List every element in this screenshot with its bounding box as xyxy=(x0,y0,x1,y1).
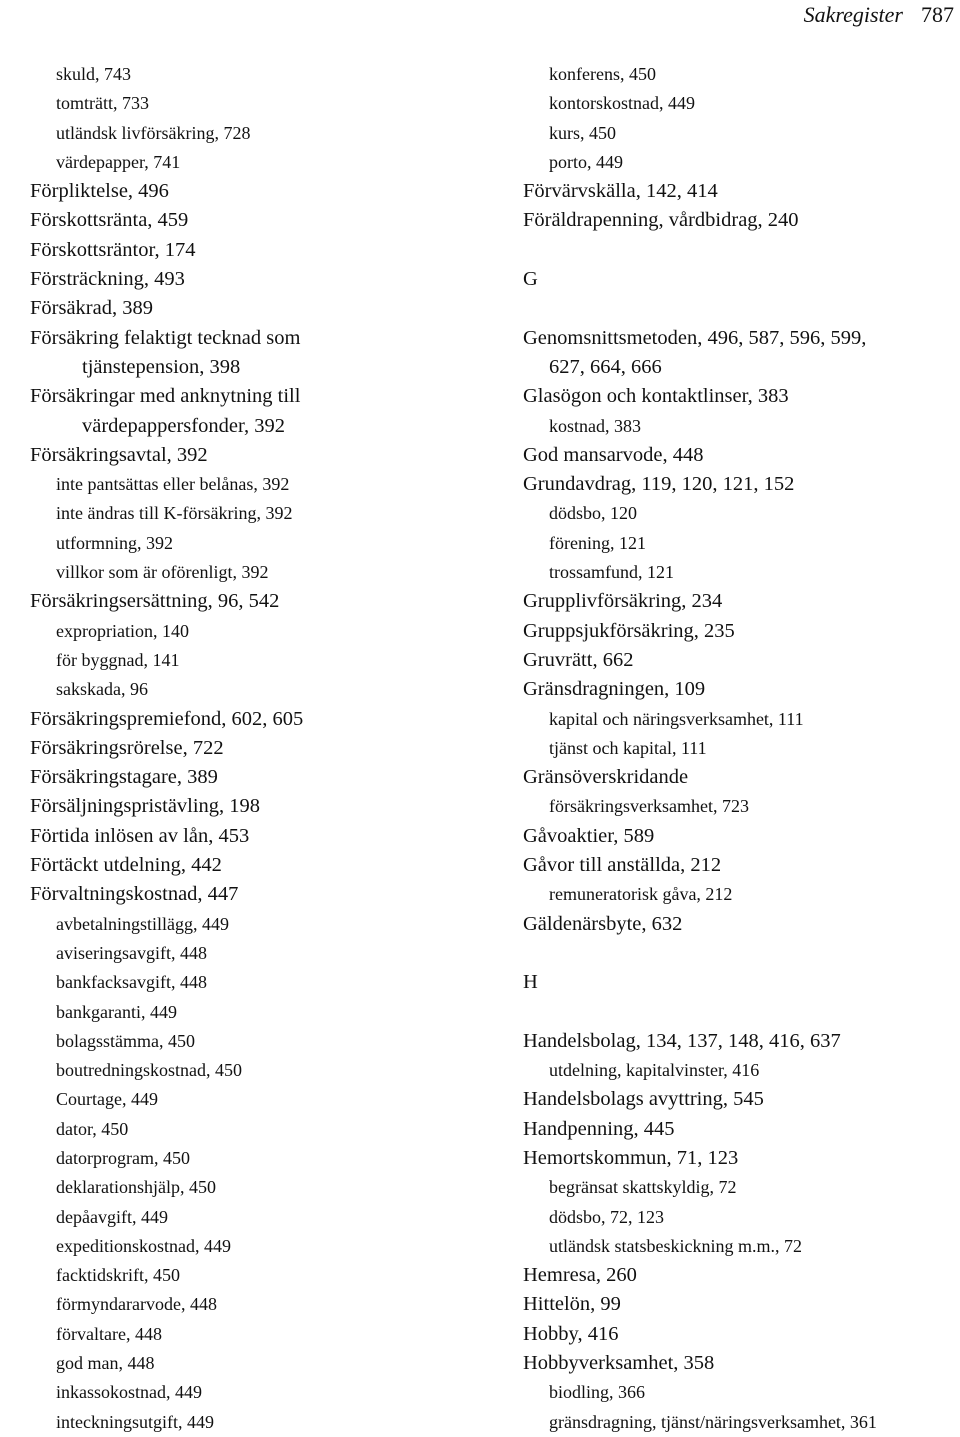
index-entry: Gränsdragningen, 109 xyxy=(523,678,706,701)
index-entry: Förtida inlösen av lån, 453 xyxy=(30,824,250,847)
index-subentry: inte pantsättas eller belånas, 392 xyxy=(56,474,290,495)
index-entry: Försträckning, 493 xyxy=(30,268,185,291)
index-entry: Förskottsräntor, 174 xyxy=(30,238,196,261)
index-entry: Förtäckt utdelning, 442 xyxy=(30,854,222,877)
index-subentry: utländsk livförsäkring, 728 xyxy=(56,122,251,143)
index-subentry: deklarationshjälp, 450 xyxy=(56,1177,216,1198)
index-entry: Försäkrad, 389 xyxy=(30,297,153,320)
index-subentry: sakskada, 96 xyxy=(56,679,148,700)
index-entry: Handelsbolag, 134, 137, 148, 416, 637 xyxy=(523,1029,841,1052)
index-spacer xyxy=(523,998,953,1027)
index-entry: Förpliktelse, 496 xyxy=(30,180,169,203)
index-subentry: porto, 449 xyxy=(549,151,623,172)
index-subentry: begränsat skattskyldig, 72 xyxy=(549,1177,737,1198)
index-subentry: förvaltare, 448 xyxy=(56,1323,162,1344)
index-entry: Glasögon och kontaktlinser, 383 xyxy=(523,385,789,408)
index-subentry: skuld, 743 xyxy=(56,64,132,84)
index-subentry: Courtage, 449 xyxy=(56,1089,158,1110)
index-subentry: dödsbo, 120 xyxy=(549,503,638,524)
index-entry: Hobbyverksamhet, 358 xyxy=(523,1352,715,1375)
index-entry: Försäkringsersättning, 96, 542 xyxy=(30,590,280,613)
index-entry: Hittelön, 99 xyxy=(523,1293,621,1316)
index-entry: Försäkringspremiefond, 602, 605 xyxy=(30,707,304,730)
index-spacer xyxy=(523,236,953,265)
index-entry: Försäkringstagare, 389 xyxy=(30,766,218,789)
index-subentry: remuneratorisk gåva, 212 xyxy=(549,884,733,905)
index-entry: Försäkringsrörelse, 722 xyxy=(30,736,224,759)
index-entry: Försäljningspristävling, 198 xyxy=(30,795,261,818)
index-subentry: kapital och näringsverksamhet, 111 xyxy=(549,708,804,729)
index-subentry: villkor som är oförenligt, 392 xyxy=(56,562,269,583)
index-subentry: gränsdragning, tjänst/näringsverksamhet, 361 xyxy=(549,1411,877,1432)
index-entry: Gäldenärsbyte, 632 xyxy=(523,912,683,935)
index-subentry: avbetalningstillägg, 449 xyxy=(56,913,229,934)
index-subentry: inteckningsutgift, 449 xyxy=(56,1411,214,1432)
index-entry: Försäkringar med anknytning till xyxy=(30,385,301,408)
index-spacer xyxy=(523,939,953,968)
index-subentry: för byggnad, 141 xyxy=(56,649,180,670)
index-entry-continuation: 627, 664, 666 xyxy=(549,355,662,378)
index-entry: Förvaltningskostnad, 447 xyxy=(30,883,239,906)
index-entry-continuation: värdepappersfonder, 392 xyxy=(82,414,285,437)
index-entry: Hemresa, 260 xyxy=(523,1264,637,1287)
index-letter-heading: G xyxy=(523,268,538,291)
index-entry: Förskottsränta, 459 xyxy=(30,209,189,232)
page-number: 787 xyxy=(921,2,954,27)
section-title: Sakregister xyxy=(803,2,903,27)
index-subentry: boutredningskostnad, 450 xyxy=(56,1060,242,1081)
index-letter-heading: H xyxy=(523,971,538,994)
index-subentry: förening, 121 xyxy=(549,532,646,553)
index-entry: Gruvrätt, 662 xyxy=(523,648,634,671)
running-header xyxy=(804,0,954,30)
index-subentry: försäkringsverksamhet, 723 xyxy=(549,796,749,817)
index-subentry: inkassokostnad, 449 xyxy=(56,1382,202,1403)
index-entry-continuation: tjänstepension, 398 xyxy=(82,355,241,378)
index-subentry: expeditionskostnad, 449 xyxy=(56,1235,231,1256)
index-entry: Gränsöverskridande xyxy=(523,766,689,789)
index-entry: Hobby, 416 xyxy=(523,1322,619,1345)
index-subentry: utländsk statsbeskickning m.m., 72 xyxy=(549,1235,802,1256)
index-subentry: bankfacksavgift, 448 xyxy=(56,972,207,993)
index-subentry: god man, 448 xyxy=(56,1353,155,1374)
index-entry: Försäkringsavtal, 392 xyxy=(30,443,208,466)
index-subentry: dator, 450 xyxy=(56,1118,129,1139)
index-subentry: konferens, 450 xyxy=(549,64,656,84)
index-entry: Genomsnittsmetoden, 496, 587, 596, 599, xyxy=(523,326,867,349)
index-subentry: bolagsstämma, 450 xyxy=(56,1030,195,1051)
index-entry: Grupplivförsäkring, 234 xyxy=(523,590,723,613)
index-entry: Handelsbolags avyttring, 545 xyxy=(523,1088,764,1111)
index-entry: Handpenning, 445 xyxy=(523,1117,675,1140)
index-entry: Försäkring felaktigt tecknad som xyxy=(30,326,301,349)
index-subentry: depåavgift, 449 xyxy=(56,1206,168,1227)
index-entry: Föräldrapenning, vårdbidrag, 240 xyxy=(523,209,799,232)
index-entry: God mansarvode, 448 xyxy=(523,443,704,466)
index-subentry: tomträtt, 733 xyxy=(56,93,149,114)
index-subentry: kostnad, 383 xyxy=(549,415,641,436)
index-subentry: tjänst och kapital, 111 xyxy=(549,737,707,758)
index-entry: Gåvor till anställda, 212 xyxy=(523,854,722,877)
index-entry: Grundavdrag, 119, 120, 121, 152 xyxy=(523,473,795,496)
index-subentry: förmyndararvode, 448 xyxy=(56,1294,217,1315)
index-subentry: datorprogram, 450 xyxy=(56,1147,190,1168)
index-column-right xyxy=(523,60,953,1437)
index-subentry: expropriation, 140 xyxy=(56,620,189,641)
index-subentry: dödsbo, 72, 123 xyxy=(549,1206,665,1227)
index-entry: Gåvoaktier, 589 xyxy=(523,824,655,847)
index-subentry: kurs, 450 xyxy=(549,122,616,143)
index-column-left xyxy=(30,60,526,1437)
index-subentry: utdelning, kapitalvinster, 416 xyxy=(549,1060,760,1081)
index-subentry: inte ändras till K-försäkring, 392 xyxy=(56,503,293,524)
index-subentry: trossamfund, 121 xyxy=(549,562,674,583)
index-subentry: värdepapper, 741 xyxy=(56,151,181,172)
index-entry: Förvärvskälla, 142, 414 xyxy=(523,180,718,203)
index-entry: Hemortskommun, 71, 123 xyxy=(523,1146,739,1169)
index-subentry: biodling, 366 xyxy=(549,1382,646,1403)
index-subentry: utformning, 392 xyxy=(56,532,173,553)
index-subentry: facktidskrift, 450 xyxy=(56,1265,180,1286)
index-spacer xyxy=(523,294,953,323)
index-subentry: aviseringsavgift, 448 xyxy=(56,942,207,963)
index-subentry: kontorskostnad, 449 xyxy=(549,93,695,114)
index-subentry: bankgaranti, 449 xyxy=(56,1001,177,1022)
index-entry: Gruppsjukförsäkring, 235 xyxy=(523,619,735,642)
